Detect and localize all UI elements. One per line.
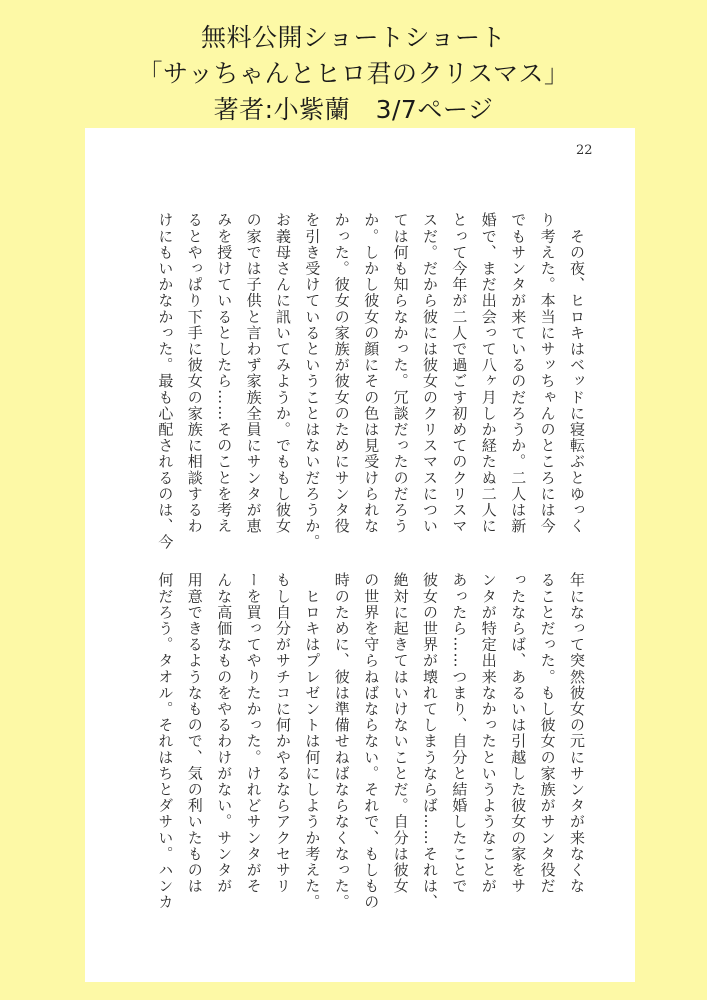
- text-column: ンタが特定出来なかったというようなことが: [479, 572, 498, 894]
- text-column: でもサンタが来ているのだろうか。二人は新: [509, 212, 528, 534]
- text-column: 絶対に起きてはいけないことだ。自分は彼女: [391, 572, 410, 894]
- text-column: その夜、ヒロキはベッドに寝転ぶとゆっく: [568, 212, 586, 534]
- text-column: り考えた。本当にサッちゃんのところには今: [538, 212, 557, 534]
- header-story-title: 「サッちゃんとヒロ君のクリスマス」: [137, 59, 570, 88]
- text-column: を引き受けているということはないだろうか。: [303, 212, 322, 551]
- text-column: の家では子供と言わず家族全員にサンタが恵: [244, 212, 263, 534]
- header-title-line1: 無料公開ショートショート: [200, 23, 506, 52]
- text-column: とって今年が二人で過ごす初めてのクリスマ: [450, 212, 469, 534]
- text-column: 用意できるようなもので、気の利いたものは: [185, 572, 204, 894]
- text-column: あったら……つまり、自分と結婚したことで: [450, 572, 469, 894]
- text-column: もし自分がサチコに何かやるならアクセサリ: [274, 572, 292, 894]
- page-number: 22: [576, 143, 593, 158]
- text-column: かった。彼女の家族が彼女のためにサンタ役: [332, 212, 351, 534]
- text-column: ったならば、あるいは引越した彼女の家をサ: [509, 572, 528, 894]
- text-column: ることだった。もし彼女の家族がサンタ役だ: [538, 572, 557, 894]
- text-column: か。しかし彼女の顔にその色は見受けられな: [362, 212, 381, 534]
- text-column: みを授けているとしたら……そのことを考え: [215, 212, 234, 534]
- text-column: んな高価なものをやるわけがない。サンタが: [215, 572, 234, 894]
- text-column: スだ。だから彼には彼女のクリスマスについ: [421, 212, 439, 534]
- text-column: ては何も知らなかった。冗談だったのだろう: [391, 212, 410, 534]
- text-column: 何だろう。タオル。それはちとダサい。ハンカ: [156, 572, 175, 911]
- text-column: 彼女の世界が壊れてしまうならば……それは、: [421, 572, 439, 911]
- text-column: るとやっぱり下手に彼女の家族に相談するわ: [185, 212, 204, 534]
- text-column: 年になって突然彼女の元にサンタが来なくな: [568, 572, 586, 894]
- text-column: 時のために、彼は準備せねばならなくなった。: [332, 572, 351, 911]
- header-author-page: 著者:小紫蘭 3/7ページ: [213, 95, 494, 124]
- text-column: お義母さんに訊いてみようか。でももし彼女: [274, 212, 292, 534]
- text-column: ーを買ってやりたかった。けれどサンタがそ: [244, 572, 263, 894]
- text-column: の世界を守らねばならない。それで、もしもの: [362, 572, 381, 911]
- text-column: ヒロキはプレゼントは何にしようか考えた。: [303, 572, 322, 911]
- text-column: けにもいかなかった。最も心配されるのは、今: [156, 212, 175, 551]
- text-column: 婚で、まだ出会って八ヶ月しか経たぬ二人に: [479, 212, 498, 534]
